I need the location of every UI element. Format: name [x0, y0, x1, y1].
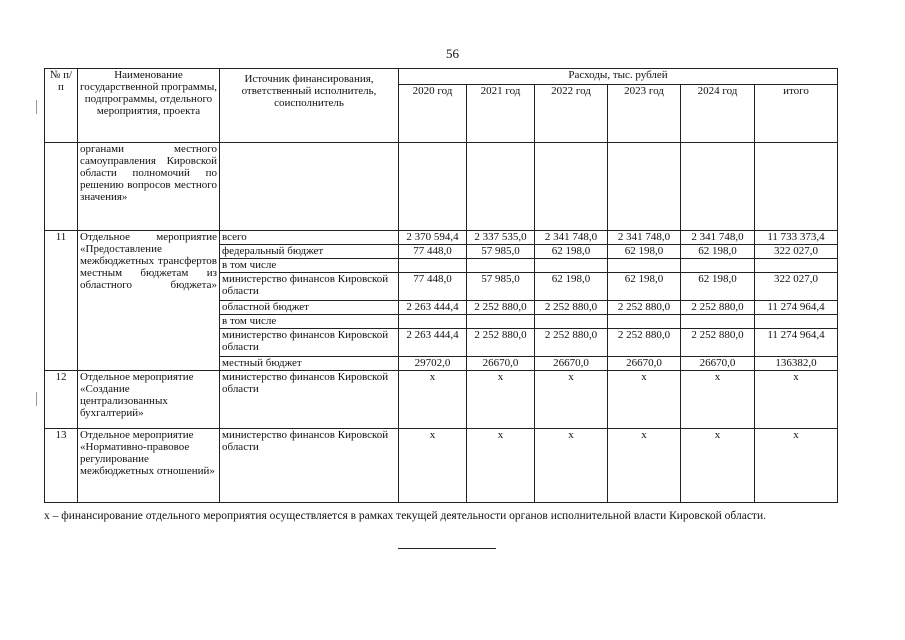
value-cell	[535, 315, 608, 329]
row-number: 13	[45, 429, 78, 503]
value-cell	[681, 315, 755, 329]
value-cell: 2 370 594,4	[399, 231, 467, 245]
header-total: итого	[755, 85, 838, 143]
cell-empty	[45, 143, 78, 231]
measure-name: Отдельное мероприятие «Нормативно-правовое регулирование межбюджетных отношений»	[78, 429, 220, 503]
source-label: местный бюджет	[220, 357, 399, 371]
end-divider	[398, 548, 496, 549]
value-cell: 2 252 880,0	[681, 301, 755, 315]
value-cell: 62 198,0	[681, 273, 755, 301]
value-cell: 2 337 535,0	[467, 231, 535, 245]
value-cell: 26670,0	[535, 357, 608, 371]
value-cell: 11 733 373,4	[755, 231, 838, 245]
table-row	[45, 429, 838, 503]
value-cell	[535, 259, 608, 273]
source-label: министерство финансов Кировской области	[220, 371, 399, 429]
value-cell: 2 263 444,4	[399, 329, 467, 357]
source-label: всего	[220, 231, 399, 245]
cell-empty	[535, 143, 608, 231]
value-cell	[608, 315, 681, 329]
table-row	[45, 371, 838, 429]
value-cell: х	[681, 429, 755, 503]
value-cell: х	[608, 429, 681, 503]
value-cell: 26670,0	[608, 357, 681, 371]
value-cell	[467, 315, 535, 329]
value-cell: х	[467, 429, 535, 503]
value-cell: 62 198,0	[535, 245, 608, 259]
page-number: 56	[446, 46, 459, 61]
value-cell: 2 252 880,0	[681, 329, 755, 357]
value-cell: х	[608, 371, 681, 429]
value-cell: 2 252 880,0	[608, 329, 681, 357]
value-cell: х	[399, 429, 467, 503]
cell-empty	[755, 143, 838, 231]
value-cell	[681, 259, 755, 273]
footnote: х – финансирование отдельного мероприятия осуществляется в рамках текущей деятельности органов исполнительной власти Кировской области.	[44, 510, 766, 522]
source-label: областной бюджет	[220, 301, 399, 315]
header-source: Источник финансирования, ответственный исполнитель, соисполнитель	[220, 69, 399, 143]
value-cell	[467, 259, 535, 273]
cell-empty	[399, 143, 467, 231]
value-cell: 2 252 880,0	[535, 329, 608, 357]
header-year: 2022 год	[535, 85, 608, 143]
value-cell	[755, 315, 838, 329]
value-cell: 2 341 748,0	[608, 231, 681, 245]
value-cell: 2 263 444,4	[399, 301, 467, 315]
value-cell: 26670,0	[681, 357, 755, 371]
source-label: в том числе	[220, 259, 399, 273]
value-cell: 11 274 964,4	[755, 301, 838, 315]
value-cell: 136382,0	[755, 357, 838, 371]
value-cell: 2 252 880,0	[608, 301, 681, 315]
value-cell: 11 274 964,4	[755, 329, 838, 357]
value-cell: х	[467, 371, 535, 429]
source-label: министерство финансов Кировской области	[220, 273, 399, 301]
value-cell: х	[535, 371, 608, 429]
header-name: Наименование государственной программы, подпрограммы, отдельного мероприятия, проекта	[78, 69, 220, 143]
value-cell: 2 341 748,0	[535, 231, 608, 245]
source-label: министерство финансов Кировской области	[220, 329, 399, 357]
value-cell: 29702,0	[399, 357, 467, 371]
value-cell: 57 985,0	[467, 245, 535, 259]
value-cell: 57 985,0	[467, 273, 535, 301]
header-year: 2023 год	[608, 85, 681, 143]
measure-name: Отдельное мероприятие «Создание централизованных бухгалтерий»	[78, 371, 220, 429]
value-cell: 322 027,0	[755, 273, 838, 301]
value-cell: 2 252 880,0	[467, 329, 535, 357]
value-cell: 62 198,0	[535, 273, 608, 301]
table-row	[45, 231, 838, 245]
value-cell: 62 198,0	[608, 273, 681, 301]
value-cell: х	[755, 371, 838, 429]
value-cell: х	[755, 429, 838, 503]
source-label: федеральный бюджет	[220, 245, 399, 259]
header-year: 2024 год	[681, 85, 755, 143]
value-cell: 62 198,0	[681, 245, 755, 259]
cell-empty	[608, 143, 681, 231]
value-cell: 2 252 880,0	[467, 301, 535, 315]
row-number: 12	[45, 371, 78, 429]
value-cell: х	[399, 371, 467, 429]
value-cell: 2 341 748,0	[681, 231, 755, 245]
cell-empty	[681, 143, 755, 231]
value-cell	[608, 259, 681, 273]
value-cell	[399, 259, 467, 273]
value-cell	[399, 315, 467, 329]
value-cell: 322 027,0	[755, 245, 838, 259]
value-cell: х	[681, 371, 755, 429]
cell-empty	[467, 143, 535, 231]
measure-name: Отдельное мероприятие «Предоставление межбюджетных трансфертов местным бюджетам из областного бюджета»	[78, 231, 220, 371]
value-cell: х	[535, 429, 608, 503]
value-cell: 77 448,0	[399, 273, 467, 301]
value-cell: 2 252 880,0	[535, 301, 608, 315]
value-cell: 77 448,0	[399, 245, 467, 259]
header-expenses: Расходы, тыс. рублей	[399, 69, 838, 85]
margin-mark	[36, 100, 37, 114]
value-cell	[755, 259, 838, 273]
header-num: № п/п	[45, 69, 78, 143]
header-year: 2021 год	[467, 85, 535, 143]
source-label: министерство финансов Кировской области	[220, 429, 399, 503]
margin-mark	[36, 392, 37, 406]
header-year: 2020 год	[399, 85, 467, 143]
value-cell: 62 198,0	[608, 245, 681, 259]
continuation-text: органами местного самоуправления Кировской области полномочий по решению вопросов местного значения»	[78, 143, 220, 231]
source-label: в том числе	[220, 315, 399, 329]
row-number: 11	[45, 231, 78, 371]
cell-empty	[220, 143, 399, 231]
value-cell: 26670,0	[467, 357, 535, 371]
expenses-table	[44, 68, 838, 503]
